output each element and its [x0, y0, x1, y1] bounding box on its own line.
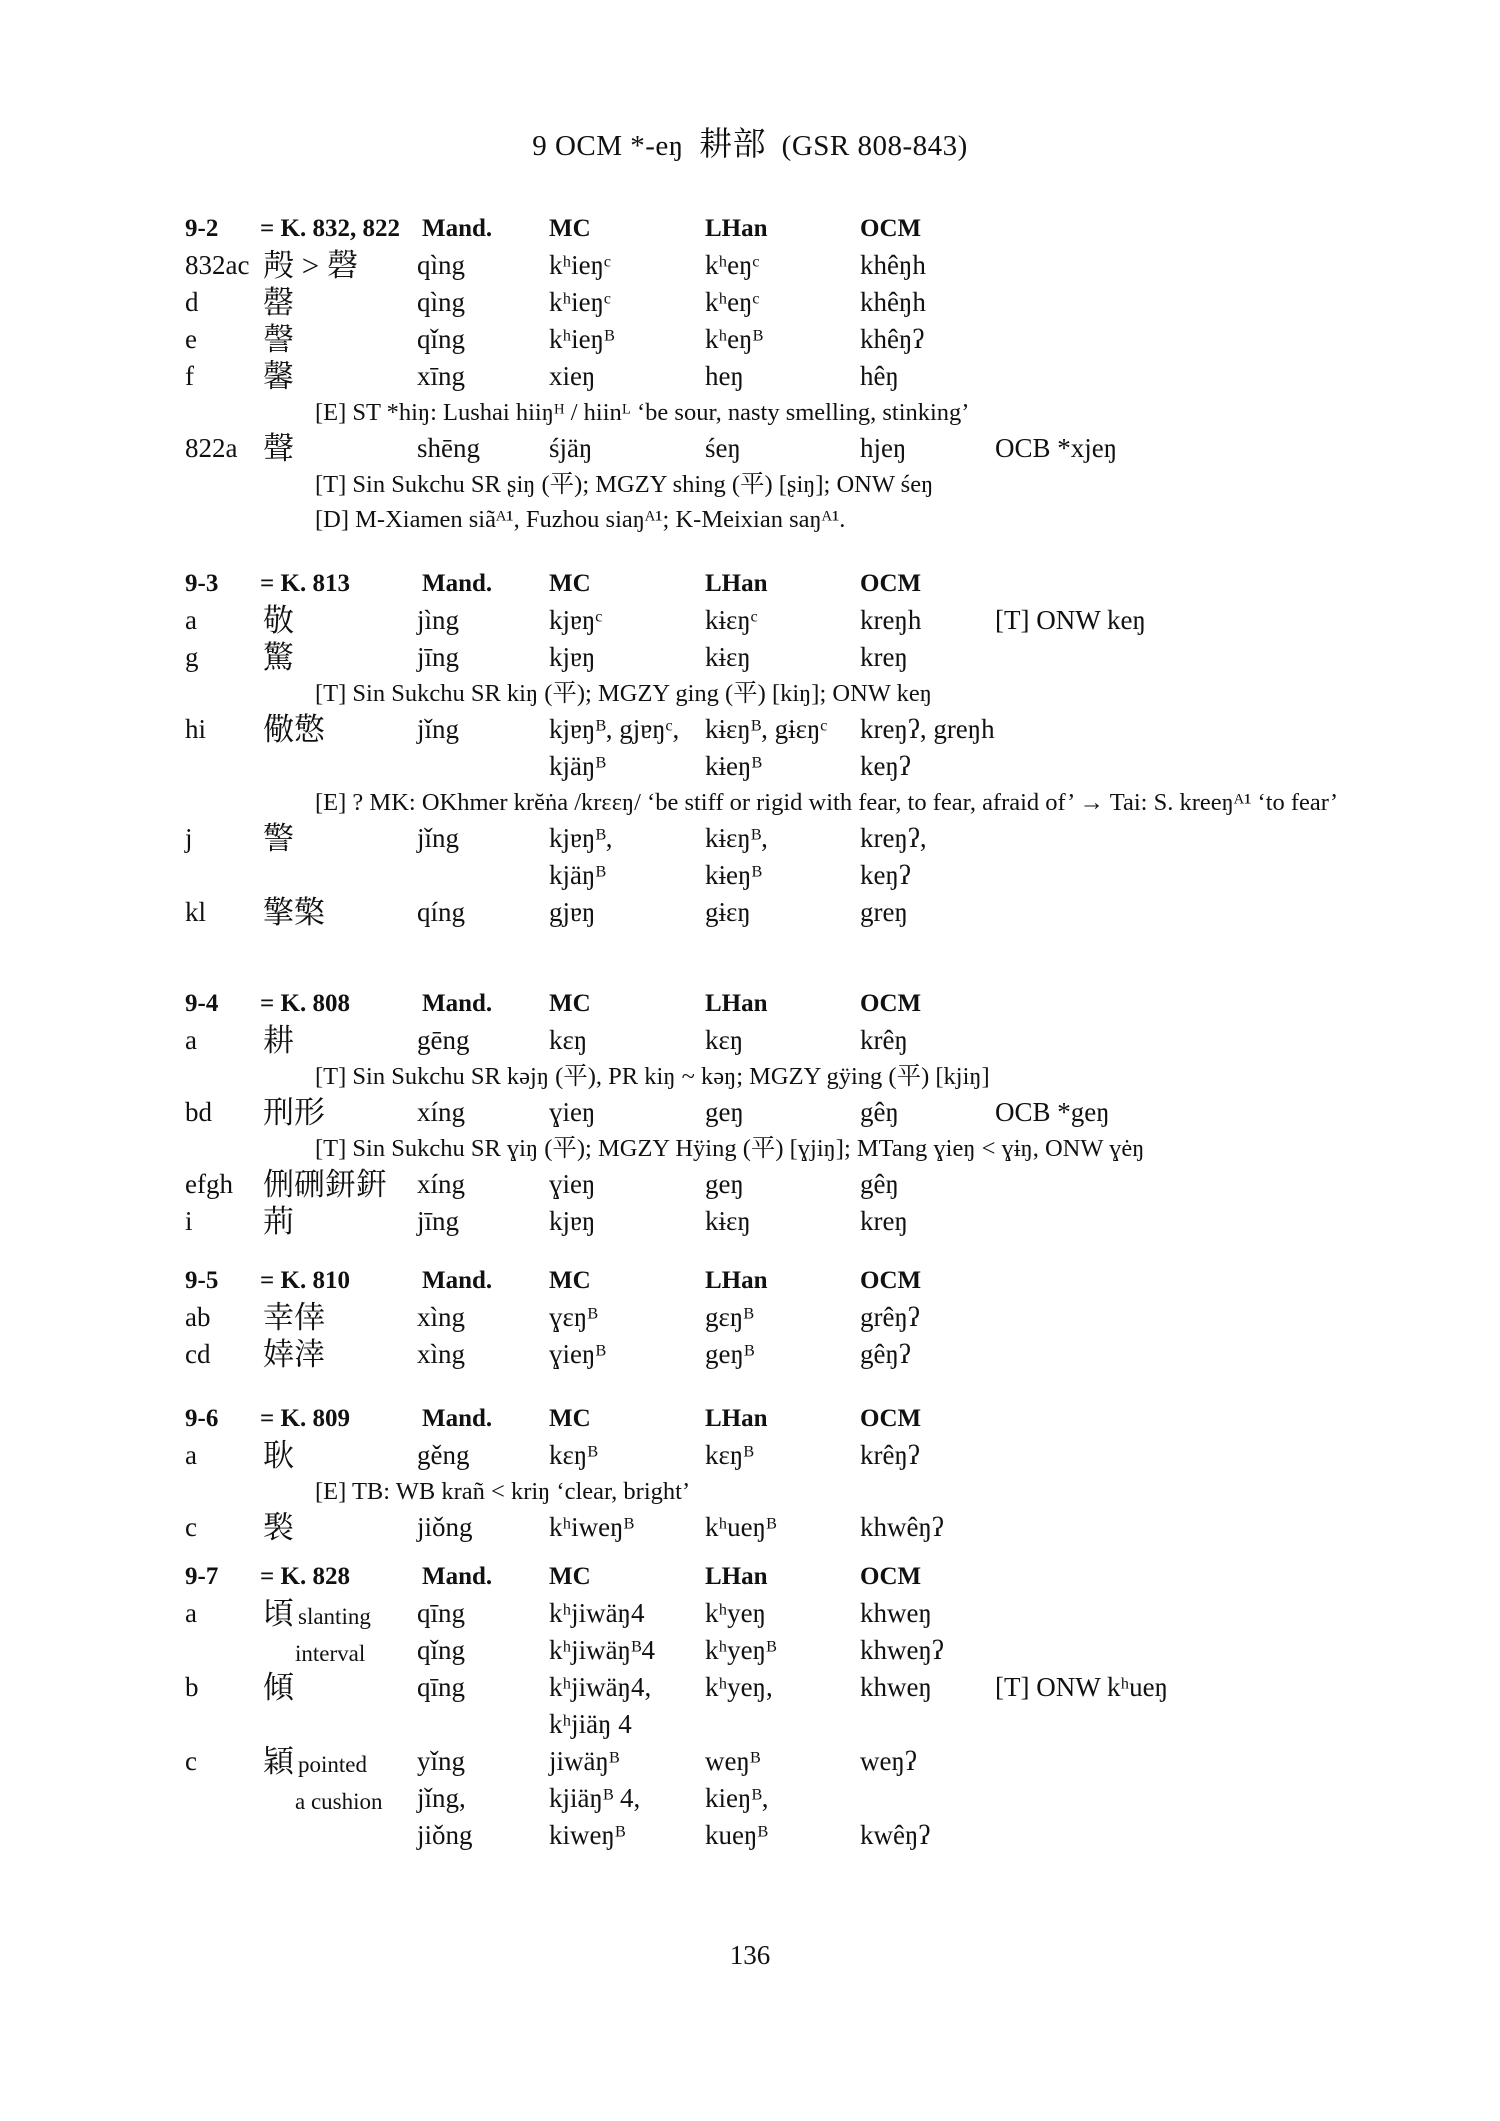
entry-row [185, 1094, 1335, 1131]
header-ocm: OCM [860, 570, 922, 597]
later-han: heŋ [705, 361, 744, 391]
middle-chinese: ɣieŋᴮ [549, 1339, 606, 1369]
later-han: kɨɛŋᴮ, gɨɛŋᶜ [705, 714, 828, 744]
entry-note: [E] ST *hiŋ: Lushai hiiŋᴴ / hiinᴸ ‘be sour, nasty smelling, stinking’ [315, 399, 970, 426]
entry-row [185, 1203, 1335, 1240]
character-with-gloss [263, 1632, 365, 1672]
later-han: kɨɛŋ [705, 1206, 751, 1236]
entry-row [185, 1743, 1335, 1780]
later-han: geŋ [705, 1169, 744, 1199]
character: 謦 [263, 322, 294, 357]
middle-chinese: ɣieŋ [549, 1169, 596, 1199]
character: 聲 [263, 431, 294, 466]
later-han: kʰeŋᴮ [705, 324, 763, 354]
old-chinese: krêŋ [860, 1025, 908, 1055]
mandarin: qīng [417, 1672, 466, 1702]
mandarin: xìng [417, 1302, 466, 1332]
old-chinese: khweŋʔ [860, 1635, 944, 1665]
entry-row [185, 284, 1335, 321]
old-chinese: khêŋh [860, 250, 926, 280]
mandarin: qìng [417, 287, 466, 317]
entry-row [185, 894, 1335, 931]
entry-row [185, 1706, 1335, 1743]
mandarin: qǐng [417, 1635, 466, 1665]
entry-note: [T] Sin Sukchu SR ɣiŋ (平); MGZY Hÿing (平) [ɣjiŋ]; MTang ɣieŋ < ɣɨŋ, ONW ɣėŋ [315, 1135, 1145, 1162]
entry-id: e [185, 324, 197, 354]
old-chinese: gêŋ [860, 1169, 899, 1199]
entry-row [185, 358, 1335, 395]
entry-id: j [185, 823, 193, 853]
entry-note: [E] TB: WB krañ < kriŋ ‘clear, bright’ [315, 1478, 691, 1505]
old-chinese: kreŋʔ, greŋh [860, 714, 995, 744]
header-mand: Mand. [422, 1563, 493, 1590]
character: 馨 [263, 359, 294, 394]
character-with-gloss [263, 1743, 367, 1783]
entry-row [185, 1166, 1335, 1203]
mandarin: jǐng [417, 823, 460, 853]
later-han: kɨɛŋᶜ [705, 605, 758, 635]
middle-chinese: kʰieŋᶜ [549, 250, 611, 280]
header-mc: MC [549, 1563, 591, 1590]
header-ocm: OCM [860, 990, 922, 1017]
karlgren-ref: = K. 810 [260, 1267, 350, 1294]
entry-row [185, 820, 1335, 857]
karlgren-ref: = K. 828 [260, 1563, 350, 1590]
entry-note: [T] Sin Sukchu SR kəjŋ (平), PR kiŋ ~ kəŋ; MGZY gÿing (平) [kjiŋ] [315, 1063, 990, 1090]
group-header [185, 1558, 1335, 1595]
old-chinese: kreŋʔ, [860, 823, 927, 853]
middle-chinese: kjɐŋ [549, 642, 596, 672]
entry-row [185, 602, 1335, 639]
character: 殸 > 磬 [263, 248, 358, 283]
gloss: interval [295, 1641, 366, 1666]
entry-id: 822a [185, 433, 238, 463]
entry-row [185, 748, 1335, 785]
entry-id: cd [185, 1339, 211, 1369]
old-chinese: greŋ [860, 897, 908, 927]
karlgren-ref: = K. 832, 822 [260, 215, 400, 242]
group-header [185, 985, 1335, 1022]
old-chinese: keŋʔ [860, 860, 911, 890]
entry-row [185, 857, 1335, 894]
header-mc: MC [549, 990, 591, 1017]
header-lhan: LHan [705, 570, 768, 597]
old-chinese: khweŋ [860, 1598, 932, 1628]
entry-row [185, 639, 1335, 676]
karlgren-ref: = K. 809 [260, 1405, 350, 1432]
entry-row [185, 1509, 1335, 1546]
entry-group [185, 210, 1335, 537]
header-lhan: LHan [705, 1267, 768, 1294]
entry-id: c [185, 1746, 197, 1776]
entry-id: bd [185, 1097, 212, 1127]
middle-chinese: kjɐŋ [549, 1206, 596, 1236]
mandarin: jìng [417, 605, 460, 635]
entry-row [185, 1632, 1335, 1669]
character: 褧 [263, 1510, 294, 1545]
entry-id: a [185, 1025, 197, 1055]
mandarin: qìng [417, 250, 466, 280]
header-lhan: LHan [705, 1405, 768, 1432]
character: 敬 [263, 603, 294, 638]
middle-chinese: kjäŋᴮ [549, 751, 606, 781]
title-prefix: 9 OCM *-eŋ [532, 130, 684, 162]
later-han: geŋᴮ [705, 1339, 755, 1369]
page-title [0, 118, 1500, 165]
middle-chinese: kjɐŋᶜ [549, 605, 603, 635]
old-chinese: khêŋʔ [860, 324, 925, 354]
entry-id: b [185, 1672, 199, 1702]
mandarin: shēng [417, 433, 480, 463]
character: 罄 [263, 285, 294, 320]
middle-chinese: kiweŋᴮ [549, 1820, 626, 1850]
later-han: kueŋᴮ [705, 1820, 768, 1850]
entry-row [185, 247, 1335, 284]
character: 擎檠 [263, 895, 325, 930]
old-chinese: khweŋ [860, 1672, 932, 1702]
gloss: pointed [298, 1752, 367, 1777]
entry-group [185, 1262, 1335, 1373]
entry-id: d [185, 287, 199, 317]
middle-chinese: kʰiweŋᴮ [549, 1512, 634, 1542]
header-mand: Mand. [422, 990, 493, 1017]
character-with-gloss [263, 1780, 383, 1820]
karlgren-ref: = K. 813 [260, 570, 350, 597]
entry-id: ab [185, 1302, 211, 1332]
mandarin: xíng [417, 1169, 466, 1199]
later-han: kʰyeŋ, [705, 1672, 773, 1702]
entry-note: [T] Sin Sukchu SR ʂiŋ (平); MGZY shing (平) [ʂiŋ]; ONW śeŋ [315, 471, 934, 498]
extra-note: OCB *xjeŋ [995, 433, 1118, 463]
entry-row [185, 1780, 1335, 1817]
entry-row [185, 1595, 1335, 1632]
middle-chinese: kjiäŋᴮ 4, [549, 1783, 641, 1813]
character: 荊 [263, 1204, 294, 1239]
mandarin: xìng [417, 1339, 466, 1369]
entry-id: g [185, 642, 199, 672]
later-han: weŋᴮ [705, 1746, 761, 1776]
header-lhan: LHan [705, 215, 768, 242]
mandarin: jǐng, [417, 1783, 466, 1813]
middle-chinese: kɛŋᴮ [549, 1440, 598, 1470]
mandarin: qíng [417, 897, 466, 927]
group-id: 9-7 [185, 1563, 219, 1590]
old-chinese: weŋʔ [860, 1746, 917, 1776]
entry-note: [T] Sin Sukchu SR kiŋ (平); MGZY ging (平) [kiŋ]; ONW keŋ [315, 680, 932, 707]
character-with-gloss [263, 1595, 371, 1635]
later-han: kʰeŋᶜ [705, 250, 760, 280]
middle-chinese: śjäŋ [549, 433, 593, 463]
later-han: kʰyeŋ [705, 1598, 767, 1628]
entry-group [185, 1558, 1335, 1854]
header-ocm: OCM [860, 1563, 922, 1590]
later-han: kɨeŋᴮ [705, 751, 762, 781]
middle-chinese: ɣieŋ [549, 1097, 596, 1127]
character: 刑形 [263, 1095, 325, 1130]
middle-chinese: kjɐŋᴮ, [549, 823, 613, 853]
old-chinese: hêŋ [860, 361, 899, 391]
group-header [185, 1400, 1335, 1437]
old-chinese: kreŋ [860, 642, 908, 672]
old-chinese: krêŋʔ [860, 1440, 920, 1470]
page-number: 136 [729, 1940, 771, 1970]
title-gsr: (GSR 808-843) [781, 130, 968, 162]
old-chinese: kreŋh [860, 605, 922, 635]
mandarin: yǐng [417, 1746, 466, 1776]
mandarin: gēng [417, 1025, 470, 1055]
entry-id: i [185, 1206, 193, 1236]
extra-note: [T] ONW keŋ [995, 605, 1146, 635]
later-han: kɨeŋᴮ [705, 860, 762, 890]
group-header [185, 210, 1335, 247]
group-header [185, 1262, 1335, 1299]
entry-row [185, 1336, 1335, 1373]
later-han: gɛŋᴮ [705, 1302, 754, 1332]
middle-chinese: kɛŋ [549, 1025, 588, 1055]
group-header [185, 565, 1335, 602]
later-han: kɨɛŋᴮ, [705, 823, 768, 853]
later-han: geŋ [705, 1097, 744, 1127]
entry-id: efgh [185, 1169, 233, 1199]
character: 頃 [263, 1596, 294, 1631]
entry-note: [D] M-Xiamen siãᴬ¹, Fuzhou siaŋᴬ¹; K-Meixian saŋᴬ¹. [315, 506, 846, 533]
header-mc: MC [549, 215, 591, 242]
entry-id: a [185, 1440, 197, 1470]
middle-chinese: kʰieŋᶜ [549, 287, 611, 317]
header-mc: MC [549, 1405, 591, 1432]
mandarin: jiǒng [417, 1512, 473, 1542]
later-han: kɛŋ [705, 1025, 744, 1055]
entry-id: a [185, 1598, 197, 1628]
later-han: kʰyeŋᴮ [705, 1635, 777, 1665]
title-cjk: 耕部 [699, 127, 767, 163]
later-han: śeŋ [705, 433, 741, 463]
entry-group [185, 985, 1335, 1240]
entry-id: a [185, 605, 197, 635]
mandarin: jīng [417, 642, 460, 672]
middle-chinese: xieŋ [549, 361, 596, 391]
mandarin: jǐng [417, 714, 460, 744]
later-han: kɛŋᴮ [705, 1440, 754, 1470]
entry-id: hi [185, 714, 207, 744]
entry-id: 832ac [185, 250, 250, 280]
character: 幸倖 [263, 1300, 325, 1335]
entry-row [185, 1299, 1335, 1336]
character: 警 [263, 821, 294, 856]
mandarin: qǐng [417, 324, 466, 354]
group-id: 9-4 [185, 990, 219, 1017]
middle-chinese: jiwäŋᴮ [549, 1746, 620, 1776]
entry-row [185, 1437, 1335, 1474]
header-mand: Mand. [422, 215, 493, 242]
middle-chinese: ɣɛŋᴮ [549, 1302, 598, 1332]
header-ocm: OCM [860, 1405, 922, 1432]
old-chinese: gêŋ [860, 1097, 899, 1127]
group-id: 9-2 [185, 215, 219, 242]
header-mc: MC [549, 570, 591, 597]
old-chinese: kwêŋʔ [860, 1820, 931, 1850]
later-han: kɨɛŋ [705, 642, 751, 672]
character: 侀硎鈃銒 [263, 1167, 387, 1202]
old-chinese: khwêŋʔ [860, 1512, 944, 1542]
old-chinese: hjeŋ [860, 433, 907, 463]
character: 耕 [263, 1023, 294, 1058]
header-ocm: OCM [860, 215, 922, 242]
character: 耿 [263, 1438, 294, 1473]
old-chinese: khêŋh [860, 287, 926, 317]
header-lhan: LHan [705, 1563, 768, 1590]
middle-chinese: kʰjiwäŋ4 [549, 1598, 645, 1628]
group-id: 9-3 [185, 570, 219, 597]
entry-group [185, 1400, 1335, 1546]
old-chinese: gêŋʔ [860, 1339, 911, 1369]
header-lhan: LHan [705, 990, 768, 1017]
old-chinese: kreŋ [860, 1206, 908, 1236]
later-han: kieŋᴮ, [705, 1783, 769, 1813]
extra-note: OCB *geŋ [995, 1097, 1110, 1127]
middle-chinese: kʰjiwäŋᴮ4 [549, 1635, 655, 1665]
old-chinese: keŋʔ [860, 751, 911, 781]
entry-id: kl [185, 897, 207, 927]
middle-chinese: kjäŋᴮ [549, 860, 606, 890]
entry-group [185, 565, 1339, 931]
character: 婞涬 [263, 1337, 325, 1372]
entry-note: [E] ? MK: OKhmer krĕṅa /krɛɛŋ/ ‘be stiff or rigid with fear, to fear, afraid of’ → Tai: S. kreeŋᴬ¹ ‘to fear’ [315, 789, 1339, 816]
entry-id: f [185, 361, 194, 391]
character: 儆憼 [263, 712, 325, 747]
entry-id: c [185, 1512, 197, 1542]
middle-chinese: kʰieŋᴮ [549, 324, 615, 354]
mandarin: xīng [417, 361, 466, 391]
entry-row [185, 1022, 1335, 1059]
extra-note: [T] ONW kʰueŋ [995, 1672, 1168, 1702]
middle-chinese: gjɐŋ [549, 897, 596, 927]
middle-chinese: kʰjiäŋ 4 [549, 1709, 632, 1739]
mandarin: qīng [417, 1598, 466, 1628]
karlgren-ref: = K. 808 [260, 990, 350, 1017]
character: 傾 [263, 1670, 294, 1705]
entry-row [185, 1817, 1335, 1854]
header-mc: MC [549, 1267, 591, 1294]
entry-row [185, 1669, 1335, 1706]
mandarin: gěng [417, 1440, 470, 1470]
header-mand: Mand. [422, 1267, 493, 1294]
old-chinese: grêŋʔ [860, 1302, 920, 1332]
group-id: 9-5 [185, 1267, 219, 1294]
middle-chinese: kjɐŋᴮ, gjɐŋᶜ, [549, 714, 680, 744]
mandarin: jīng [417, 1206, 460, 1236]
header-mand: Mand. [422, 570, 493, 597]
header-ocm: OCM [860, 1267, 922, 1294]
header-mand: Mand. [422, 1405, 493, 1432]
character: 驚 [263, 640, 294, 675]
group-id: 9-6 [185, 1405, 219, 1432]
gloss: a cushion [295, 1789, 383, 1814]
later-han: kʰueŋᴮ [705, 1512, 777, 1542]
entry-row [185, 430, 1335, 467]
later-han: gɨɛŋ [705, 897, 751, 927]
entry-row [185, 321, 1335, 358]
later-han: kʰeŋᶜ [705, 287, 760, 317]
mandarin: xíng [417, 1097, 466, 1127]
middle-chinese: kʰjiwäŋ4, [549, 1672, 652, 1702]
mandarin: jiǒng [417, 1820, 473, 1850]
entry-row [185, 711, 1335, 748]
character: 穎 [263, 1744, 294, 1779]
gloss: slanting [298, 1604, 371, 1629]
